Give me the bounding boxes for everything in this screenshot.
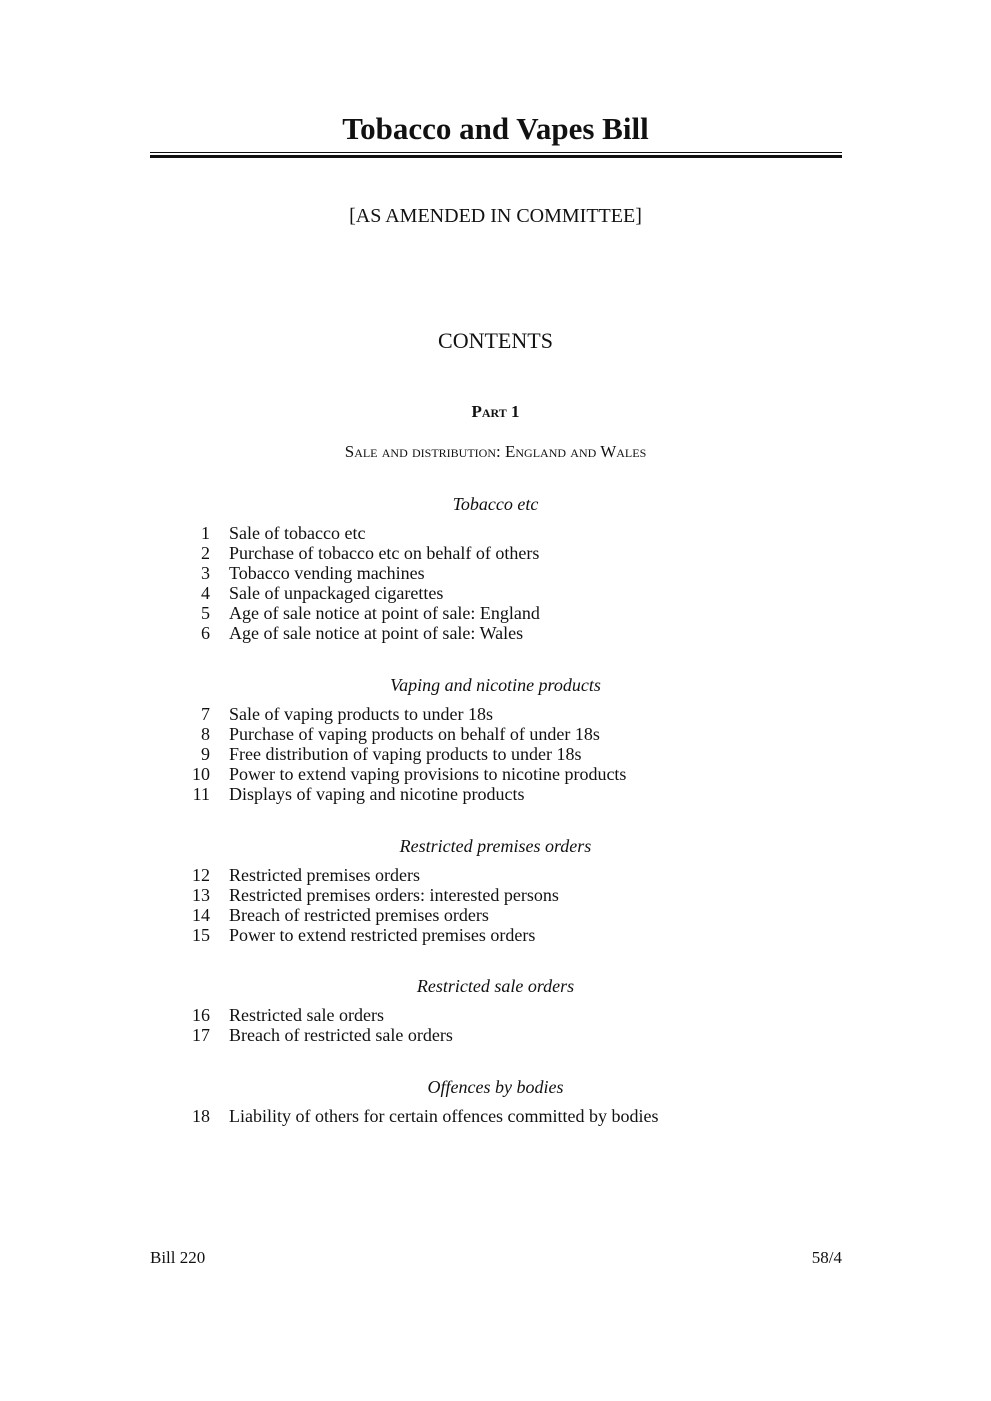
clause-title: Restricted premises orders: interested persons [229,885,559,905]
clause-number: 10 [192,764,210,784]
contents-entry[interactable] [0,523,991,543]
clause-number: 1 [201,523,210,543]
title-rule-thin [150,152,842,153]
clause-title: Purchase of tobacco etc on behalf of others [229,543,540,563]
section-heading: Tobacco etc [452,494,539,514]
contents-entry[interactable] [0,1025,991,1045]
contents-section [0,493,991,643]
clause-number: 7 [201,704,210,724]
clause-number: 6 [201,623,210,643]
contents-entry[interactable] [0,925,991,945]
bill-title: Tobacco and Vapes Bill [342,111,649,146]
bill-number: Bill 220 [150,1248,206,1267]
contents-entry[interactable] [0,865,991,885]
clause-title: Age of sale notice at point of sale: Wales [229,623,524,643]
clause-title: Purchase of vaping products on behalf of under 18s [229,724,600,744]
contents-section [0,975,991,1045]
contents-entry[interactable] [0,905,991,925]
clause-title: Power to extend restricted premises orders [229,925,536,945]
clause-title: Age of sale notice at point of sale: England [229,603,540,623]
title-rule-thick [150,155,842,158]
clause-title: Tobacco vending machines [229,563,425,583]
section-heading: Restricted premises orders [399,836,592,856]
clause-title: Sale of tobacco etc [229,523,366,543]
clause-number: 3 [201,563,210,583]
clause-title: Displays of vaping and nicotine products [229,784,525,804]
contents-entry[interactable] [0,583,991,603]
contents-section [0,674,991,804]
contents-entry[interactable] [0,764,991,784]
contents-entry[interactable] [0,563,991,583]
part-label: Part 1 [471,402,520,421]
clause-number: 4 [201,583,210,603]
contents-entry[interactable] [0,744,991,764]
clause-number: 2 [201,543,210,563]
contents-entry[interactable] [0,1005,991,1025]
clause-title: Sale of vaping products to under 18s [229,704,493,724]
clause-number: 13 [192,885,210,905]
clause-number: 17 [192,1025,210,1045]
clause-number: 12 [192,865,210,885]
clause-number: 16 [192,1005,210,1025]
part-title: Sale and distribution: England and Wales [344,442,647,461]
clause-title: Breach of restricted premises orders [229,905,489,925]
clause-number: 18 [192,1106,210,1126]
clause-title: Restricted sale orders [229,1005,384,1025]
clause-number: 15 [192,925,210,945]
contents-entry[interactable] [0,1106,991,1126]
contents-entry[interactable] [0,724,991,744]
contents-entry[interactable] [0,543,991,563]
clause-number: 14 [192,905,210,925]
section-heading: Vaping and nicotine products [390,675,601,695]
bill-status: [AS AMENDED IN COMMITTEE] [349,205,642,227]
contents-entry[interactable] [0,603,991,623]
clause-number: 5 [201,603,210,623]
section-heading: Restricted sale orders [416,976,575,996]
clause-title: Breach of restricted sale orders [229,1025,453,1045]
section-heading: Offences by bodies [427,1077,564,1097]
clause-number: 11 [192,784,210,804]
clause-title: Restricted premises orders [229,865,420,885]
contents-section [0,835,991,945]
clause-title: Sale of unpackaged cigarettes [229,583,444,603]
contents-heading: CONTENTS [438,328,553,353]
clause-number: 8 [201,724,210,744]
contents-section [0,1076,991,1126]
clause-title: Power to extend vaping provisions to nicotine products [229,764,627,784]
contents-entry[interactable] [0,623,991,643]
contents-entry[interactable] [0,885,991,905]
contents-entry[interactable] [0,704,991,724]
clause-title: Free distribution of vaping products to under 18s [229,744,582,764]
page-reference: 58/4 [811,1248,842,1267]
clause-title: Liability of others for certain offences committed by bodies [229,1106,659,1126]
contents-entry[interactable] [0,784,991,804]
clause-number: 9 [201,744,210,764]
